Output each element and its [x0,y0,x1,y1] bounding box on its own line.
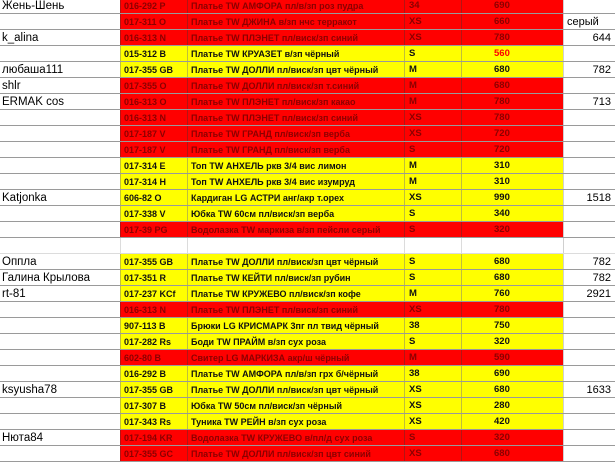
item-description-cell[interactable]: Платье TW ПЛЭНЕТ пл/виск/зп синий [187,110,404,126]
price-cell[interactable]: 690 [461,366,563,382]
table-row[interactable] [0,318,615,334]
price-cell[interactable]: 420 [461,414,563,430]
customer-name-cell[interactable] [0,174,120,190]
article-code-cell[interactable] [120,238,187,254]
customer-total-cell[interactable]: 713 [563,94,615,110]
size-cell[interactable]: XS [404,190,461,206]
customer-name-cell[interactable]: k_alina [0,30,120,46]
note-cell[interactable] [563,46,615,62]
price-cell[interactable]: 780 [461,302,563,318]
customer-name-cell[interactable] [0,158,120,174]
note-cell[interactable] [563,318,615,334]
customer-name-cell[interactable]: Галина Крылова [0,270,120,286]
customer-name-cell[interactable] [0,126,120,142]
size-cell[interactable]: S [404,142,461,158]
size-cell[interactable]: M [404,62,461,78]
table-row[interactable] [0,222,615,238]
item-description-cell[interactable]: Платье TW ДЖИНА в/зп нчс терракот [187,14,404,30]
table-row[interactable] [0,158,615,174]
table-row[interactable] [0,270,615,286]
price-cell[interactable]: 680 [461,382,563,398]
article-code-cell[interactable]: 015-312 B [120,46,187,62]
table-row[interactable] [0,110,615,126]
size-cell[interactable]: S [404,334,461,350]
customer-name-cell[interactable]: shlr [0,78,120,94]
price-cell[interactable]: 780 [461,30,563,46]
note-cell[interactable] [563,222,615,238]
item-description-cell[interactable]: Платье TW ДОЛЛИ пл/виск/зп цвт чёрный [187,62,404,78]
item-description-cell[interactable]: Туника TW РЕЙН в/зп сух роза [187,414,404,430]
item-description-cell[interactable]: Платье TW КРУАЗЕТ в/зп чёрный [187,46,404,62]
table-row[interactable] [0,302,615,318]
size-cell[interactable]: XS [404,446,461,462]
note-cell[interactable] [563,430,615,446]
customer-total-cell[interactable]: 1518 [563,190,615,206]
note-cell[interactable] [563,366,615,382]
note-cell[interactable]: серый [563,14,615,30]
item-description-cell[interactable] [187,238,404,254]
table-row[interactable] [0,0,615,14]
article-code-cell[interactable]: 017-343 Rs [120,414,187,430]
customer-name-cell[interactable] [0,302,120,318]
note-cell[interactable] [563,126,615,142]
size-cell[interactable]: M [404,350,461,366]
customer-name-cell[interactable] [0,318,120,334]
article-code-cell[interactable]: 017-307 B [120,398,187,414]
price-cell[interactable]: 690 [461,0,563,14]
size-cell[interactable]: XS [404,302,461,318]
article-code-cell[interactable]: 017-39 PG [120,222,187,238]
table-row[interactable] [0,78,615,94]
article-code-cell[interactable]: 017-355 O [120,78,187,94]
size-cell[interactable]: 38 [404,366,461,382]
customer-name-cell[interactable]: ksyusha78 [0,382,120,398]
table-row[interactable] [0,430,615,446]
article-code-cell[interactable]: 017-237 KCf [120,286,187,302]
customer-name-cell[interactable]: Нюта84 [0,430,120,446]
price-cell[interactable]: 660 [461,14,563,30]
table-row[interactable] [0,254,615,270]
price-cell[interactable]: 780 [461,110,563,126]
item-description-cell[interactable]: Платье TW ДОЛЛИ пл/виск/зп цвт чёрный [187,382,404,398]
size-cell[interactable]: S [404,222,461,238]
article-code-cell[interactable]: 016-313 O [120,94,187,110]
item-description-cell[interactable]: Платье TW ПЛЭНЕТ пл/виск/зп синий [187,302,404,318]
price-cell[interactable] [461,238,563,254]
price-cell[interactable]: 320 [461,430,563,446]
article-code-cell[interactable]: 606-82 O [120,190,187,206]
table-row[interactable] [0,350,615,366]
note-cell[interactable] [563,238,615,254]
price-cell[interactable]: 780 [461,94,563,110]
article-code-cell[interactable]: 016-292 P [120,0,187,14]
item-description-cell[interactable]: Водолазка TW маркиза в/зп пейсли серый [187,222,404,238]
table-row[interactable] [0,126,615,142]
table-row[interactable] [0,334,615,350]
item-description-cell[interactable]: Свитер LG МАРКИЗА акр/ш чёрный [187,350,404,366]
price-cell[interactable]: 310 [461,158,563,174]
customer-name-cell[interactable]: rt-81 [0,286,120,302]
note-cell[interactable] [563,414,615,430]
table-row[interactable] [0,414,615,430]
table-row[interactable] [0,94,615,110]
customer-name-cell[interactable] [0,350,120,366]
item-description-cell[interactable]: Юбка TW 50см пл/виск/зп чёрный [187,398,404,414]
article-code-cell[interactable]: 017-355 GB [120,254,187,270]
item-description-cell[interactable]: Водолазка TW КРУЖЕВО в/пл/д сух роза [187,430,404,446]
item-description-cell[interactable]: Юбка TW 60см пл/виск/зп верба [187,206,404,222]
size-cell[interactable]: XS [404,30,461,46]
price-cell[interactable]: 990 [461,190,563,206]
note-cell[interactable] [563,142,615,158]
table-row[interactable] [0,366,615,382]
item-description-cell[interactable]: Топ TW АНХЕЛЬ ркв 3/4 вис лимон [187,158,404,174]
price-cell[interactable]: 680 [461,62,563,78]
item-description-cell[interactable]: Платье TW ГРАНД пл/виск/зп верба [187,126,404,142]
item-description-cell[interactable]: Платье TW ГРАНД пл/виск/зп верба [187,142,404,158]
customer-name-cell[interactable]: ERMAK cos [0,94,120,110]
size-cell[interactable]: S [404,270,461,286]
table-row[interactable] [0,142,615,158]
size-cell[interactable]: M [404,158,461,174]
size-cell[interactable]: M [404,78,461,94]
customer-name-cell[interactable] [0,398,120,414]
size-cell[interactable]: M [404,94,461,110]
note-cell[interactable] [563,0,615,14]
price-cell[interactable]: 680 [461,270,563,286]
price-cell[interactable]: 590 [461,350,563,366]
table-row[interactable] [0,382,615,398]
customer-name-cell[interactable]: Жень-Шень [0,0,120,14]
size-cell[interactable]: XS [404,414,461,430]
price-cell[interactable]: 680 [461,446,563,462]
size-cell[interactable]: M [404,174,461,190]
item-description-cell[interactable]: Платье TW ДОЛЛИ пл/виск/зп цвт чёрный [187,254,404,270]
customer-name-cell[interactable] [0,222,120,238]
size-cell[interactable]: XS [404,398,461,414]
customer-name-cell[interactable]: Katjonka [0,190,120,206]
size-cell[interactable]: S [404,46,461,62]
table-row[interactable] [0,190,615,206]
customer-total-cell[interactable]: 1633 [563,382,615,398]
note-cell[interactable] [563,302,615,318]
item-description-cell[interactable]: Платье TW КЕЙТИ пл/виск/зп рубин [187,270,404,286]
price-cell[interactable]: 720 [461,126,563,142]
price-cell[interactable]: 720 [461,142,563,158]
item-description-cell[interactable]: Платье TW ПЛЭНЕТ пл/виск/зп какао [187,94,404,110]
article-code-cell[interactable]: 602-80 B [120,350,187,366]
item-description-cell[interactable]: Боди TW ПРАЙМ в/зп сух роза [187,334,404,350]
customer-name-cell[interactable] [0,366,120,382]
note-cell[interactable] [563,446,615,462]
table-row[interactable] [0,206,615,222]
customer-name-cell[interactable] [0,206,120,222]
size-cell[interactable]: XS [404,14,461,30]
price-cell[interactable]: 310 [461,174,563,190]
article-code-cell[interactable]: 017-355 GB [120,62,187,78]
article-code-cell[interactable]: 017-355 GB [120,382,187,398]
customer-total-cell[interactable]: 2921 [563,286,615,302]
table-row[interactable] [0,446,615,462]
customer-name-cell[interactable] [0,446,120,462]
customer-total-cell[interactable]: 782 [563,62,615,78]
size-cell[interactable]: 34 [404,0,461,14]
price-cell[interactable]: 680 [461,254,563,270]
table-row[interactable] [0,30,615,46]
note-cell[interactable] [563,334,615,350]
item-description-cell[interactable]: Платье TW ПЛЭНЕТ пл/виск/зп синий [187,30,404,46]
customer-name-cell[interactable]: любаша111 [0,62,120,78]
item-description-cell[interactable]: Брюки LG КРИСМАРК 3пг пл твид чёрный [187,318,404,334]
item-description-cell[interactable]: Платье TW АМФОРА пл/в/зп роз пудра [187,0,404,14]
table-row[interactable] [0,238,615,254]
price-cell[interactable]: 320 [461,334,563,350]
table-row[interactable] [0,62,615,78]
size-cell[interactable]: S [404,430,461,446]
price-cell[interactable]: 750 [461,318,563,334]
item-description-cell[interactable]: Платье TW АМФОРА пл/в/зп грх б/чёрный [187,366,404,382]
customer-name-cell[interactable] [0,14,120,30]
customer-total-cell[interactable]: 644 [563,30,615,46]
table-row[interactable] [0,398,615,414]
price-cell[interactable]: 560 [461,46,563,62]
note-cell[interactable] [563,110,615,126]
article-code-cell[interactable]: 017-338 V [120,206,187,222]
size-cell[interactable]: 38 [404,318,461,334]
size-cell[interactable]: XS [404,110,461,126]
size-cell[interactable]: XS [404,382,461,398]
customer-name-cell[interactable] [0,110,120,126]
article-code-cell[interactable]: 017-355 GC [120,446,187,462]
article-code-cell[interactable]: 017-187 V [120,142,187,158]
table-row[interactable] [0,286,615,302]
item-description-cell[interactable]: Платье TW ДОЛЛИ пл/виск/зп т.синий [187,78,404,94]
article-code-cell[interactable]: 017-314 H [120,174,187,190]
customer-total-cell[interactable]: 782 [563,270,615,286]
customer-name-cell[interactable] [0,46,120,62]
item-description-cell[interactable]: Топ TW АНХЕЛЬ ркв 3/4 вис изумруд [187,174,404,190]
article-code-cell[interactable]: 017-187 V [120,126,187,142]
table-row[interactable] [0,174,615,190]
article-code-cell[interactable]: 016-292 B [120,366,187,382]
customer-name-cell[interactable] [0,238,120,254]
table-row[interactable] [0,46,615,62]
customer-total-cell[interactable]: 782 [563,254,615,270]
size-cell[interactable]: XS [404,126,461,142]
note-cell[interactable] [563,158,615,174]
table-row[interactable] [0,14,615,30]
size-cell[interactable]: S [404,254,461,270]
article-code-cell[interactable]: 017-314 E [120,158,187,174]
customer-name-cell[interactable] [0,414,120,430]
customer-name-cell[interactable] [0,142,120,158]
customer-name-cell[interactable] [0,334,120,350]
article-code-cell[interactable]: 017-194 KR [120,430,187,446]
customer-name-cell[interactable]: Оппла [0,254,120,270]
article-code-cell[interactable]: 016-313 N [120,110,187,126]
price-cell[interactable]: 760 [461,286,563,302]
size-cell[interactable] [404,238,461,254]
price-cell[interactable]: 280 [461,398,563,414]
note-cell[interactable] [563,174,615,190]
article-code-cell[interactable]: 016-313 N [120,302,187,318]
note-cell[interactable] [563,350,615,366]
article-code-cell[interactable]: 017-311 O [120,14,187,30]
size-cell[interactable]: S [404,206,461,222]
price-cell[interactable]: 680 [461,78,563,94]
item-description-cell[interactable]: Платье TW КРУЖЕВО пл/виск/зп кофе [187,286,404,302]
article-code-cell[interactable]: 016-313 N [120,30,187,46]
size-cell[interactable]: M [404,286,461,302]
item-description-cell[interactable]: Кардиган LG АСТРИ анг/акр т.орех [187,190,404,206]
note-cell[interactable] [563,78,615,94]
article-code-cell[interactable]: 017-351 R [120,270,187,286]
item-description-cell[interactable]: Платье TW ДОЛЛИ пл/виск/зп цвт синий [187,446,404,462]
note-cell[interactable] [563,206,615,222]
note-cell[interactable] [563,398,615,414]
article-code-cell[interactable]: 907-113 B [120,318,187,334]
article-code-cell[interactable]: 017-282 Rs [120,334,187,350]
price-cell[interactable]: 320 [461,222,563,238]
price-cell[interactable]: 340 [461,206,563,222]
